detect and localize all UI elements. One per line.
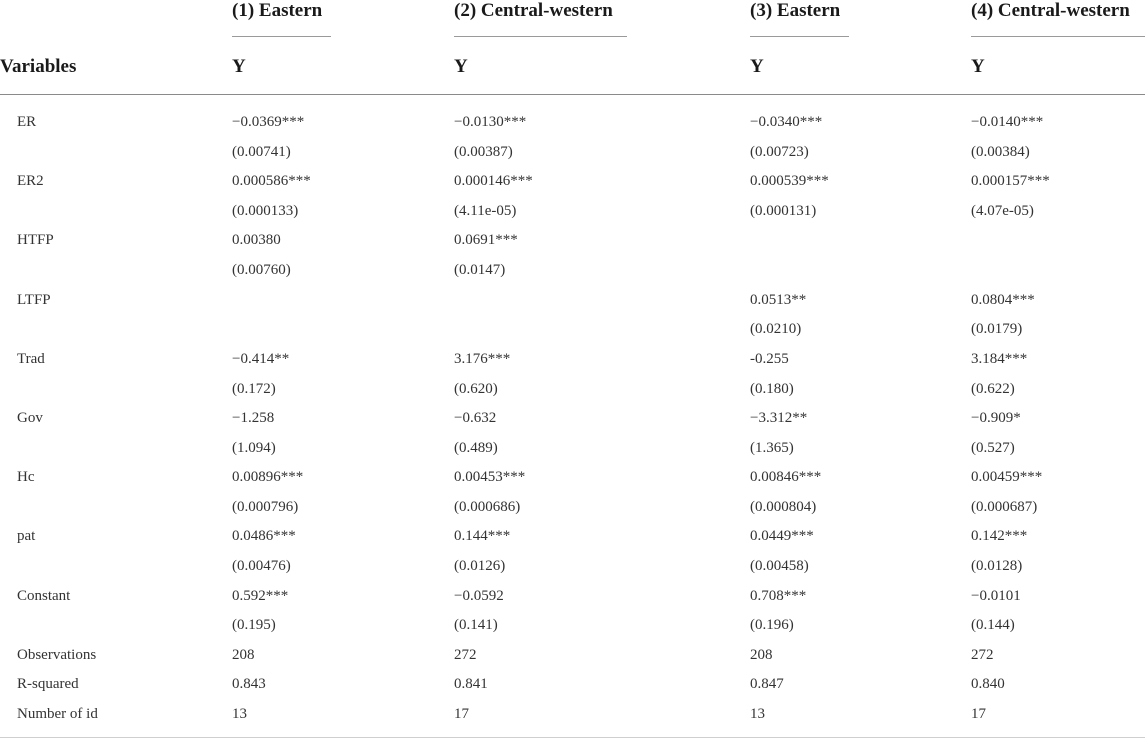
column-header-3: (3) Eastern [750,0,841,21]
coef-cell: −0.909* [971,410,1021,426]
stat-cell: 208 [232,647,255,663]
se-cell: (0.172) [232,381,276,397]
column-header-3-rule [750,36,849,37]
coef-cell: 0.144*** [454,528,511,544]
stat-cell: 0.843 [232,676,266,692]
coef-cell: 0.142*** [971,528,1028,544]
coef-cell: 0.00459*** [971,469,1043,485]
se-cell: (0.0210) [750,321,802,337]
se-cell: (0.000804) [750,499,817,515]
se-cell: (0.0179) [971,321,1023,337]
row-label-er2: ER2 [17,173,44,189]
column-header-2-rule [454,36,627,37]
header-divider [0,94,1145,95]
se-cell: (0.00760) [232,262,291,278]
coef-cell: 0.000539*** [750,173,829,189]
coef-cell: −0.0130*** [454,114,527,130]
coef-cell: 0.0486*** [232,528,296,544]
se-cell: (0.000131) [750,203,817,219]
dep-var-4: Y [971,56,985,77]
coef-cell: 0.000157*** [971,173,1050,189]
row-label-pat: pat [17,528,36,544]
se-cell: (0.622) [971,381,1015,397]
coef-cell: −0.0101 [971,588,1021,604]
coef-cell: 0.0804*** [971,292,1035,308]
coef-cell: −0.0369*** [232,114,305,130]
coef-cell: 0.00896*** [232,469,304,485]
coef-cell: −0.632 [454,410,497,426]
dep-var-3: Y [750,56,764,77]
coef-cell: −0.414** [232,351,290,367]
se-cell: (1.094) [232,440,276,456]
se-cell: (0.000133) [232,203,299,219]
se-cell: (0.0128) [971,558,1023,574]
se-cell: (0.196) [750,617,794,633]
coef-cell: 3.176*** [454,351,511,367]
row-label-er: ER [17,114,37,130]
coef-cell: −0.0140*** [971,114,1044,130]
column-header-2: (2) Central-western [454,0,613,21]
se-cell: (0.195) [232,617,276,633]
row-label-observations: Observations [17,647,97,663]
se-cell: (1.365) [750,440,794,456]
coef-cell: −1.258 [232,410,275,426]
stat-cell: 0.841 [454,676,488,692]
coef-cell: 0.00846*** [750,469,822,485]
se-cell: (4.11e-05) [454,203,517,219]
stat-cell: 13 [232,706,247,722]
stat-cell: 0.840 [971,676,1005,692]
se-cell: (0.00476) [232,558,291,574]
coef-cell: 0.0513** [750,292,807,308]
row-label-ltfp: LTFP [17,292,51,308]
se-cell: (0.180) [750,381,794,397]
coef-cell: 0.000146*** [454,173,533,189]
coef-cell: -0.255 [750,351,789,367]
coef-cell: 0.0691*** [454,232,518,248]
stat-cell: 13 [750,706,765,722]
stat-cell: 272 [971,647,994,663]
coef-cell: 0.592*** [232,588,289,604]
se-cell: (0.000686) [454,499,521,515]
dep-var-1: Y [232,56,246,77]
row-label-gov: Gov [17,410,43,426]
se-cell: (4.07e-05) [971,203,1034,219]
coef-cell: 0.00453*** [454,469,526,485]
coef-cell: −3.312** [750,410,808,426]
se-cell: (0.527) [971,440,1015,456]
se-cell: (0.000687) [971,499,1038,515]
se-cell: (0.00458) [750,558,809,574]
se-cell: (0.00741) [232,144,291,160]
se-cell: (0.144) [971,617,1015,633]
dep-var-2: Y [454,56,468,77]
row-label-r-squared: R-squared [17,676,79,692]
row-label-htfp: HTFP [17,232,54,248]
stat-cell: 17 [454,706,469,722]
row-label-constant: Constant [17,588,71,604]
table-bottom-rule [0,737,1145,738]
coef-cell: 0.00380 [232,232,281,248]
column-header-1-rule [232,36,331,37]
se-cell: (0.0126) [454,558,506,574]
se-cell: (0.00387) [454,144,513,160]
row-label-trad: Trad [17,351,45,367]
coef-cell: 0.0449*** [750,528,814,544]
coef-cell: 3.184*** [971,351,1028,367]
column-header-4: (4) Central-western [971,0,1130,21]
coef-cell: −0.0592 [454,588,504,604]
se-cell: (0.141) [454,617,498,633]
se-cell: (0.0147) [454,262,506,278]
se-cell: (0.000796) [232,499,299,515]
coef-cell: 0.708*** [750,588,807,604]
column-header-1: (1) Eastern [232,0,323,21]
coef-cell: −0.0340*** [750,114,823,130]
row-label-hc: Hc [17,469,35,485]
se-cell: (0.00723) [750,144,809,160]
stat-cell: 208 [750,647,773,663]
row-label-number-of-id: Number of id [17,706,98,722]
stat-cell: 17 [971,706,986,722]
coef-cell: 0.000586*** [232,173,311,189]
stat-cell: 0.847 [750,676,784,692]
se-cell: (0.00384) [971,144,1030,160]
stat-cell: 272 [454,647,477,663]
column-header-4-rule [971,36,1145,37]
variables-label: Variables [0,56,77,77]
se-cell: (0.489) [454,440,498,456]
se-cell: (0.620) [454,381,498,397]
